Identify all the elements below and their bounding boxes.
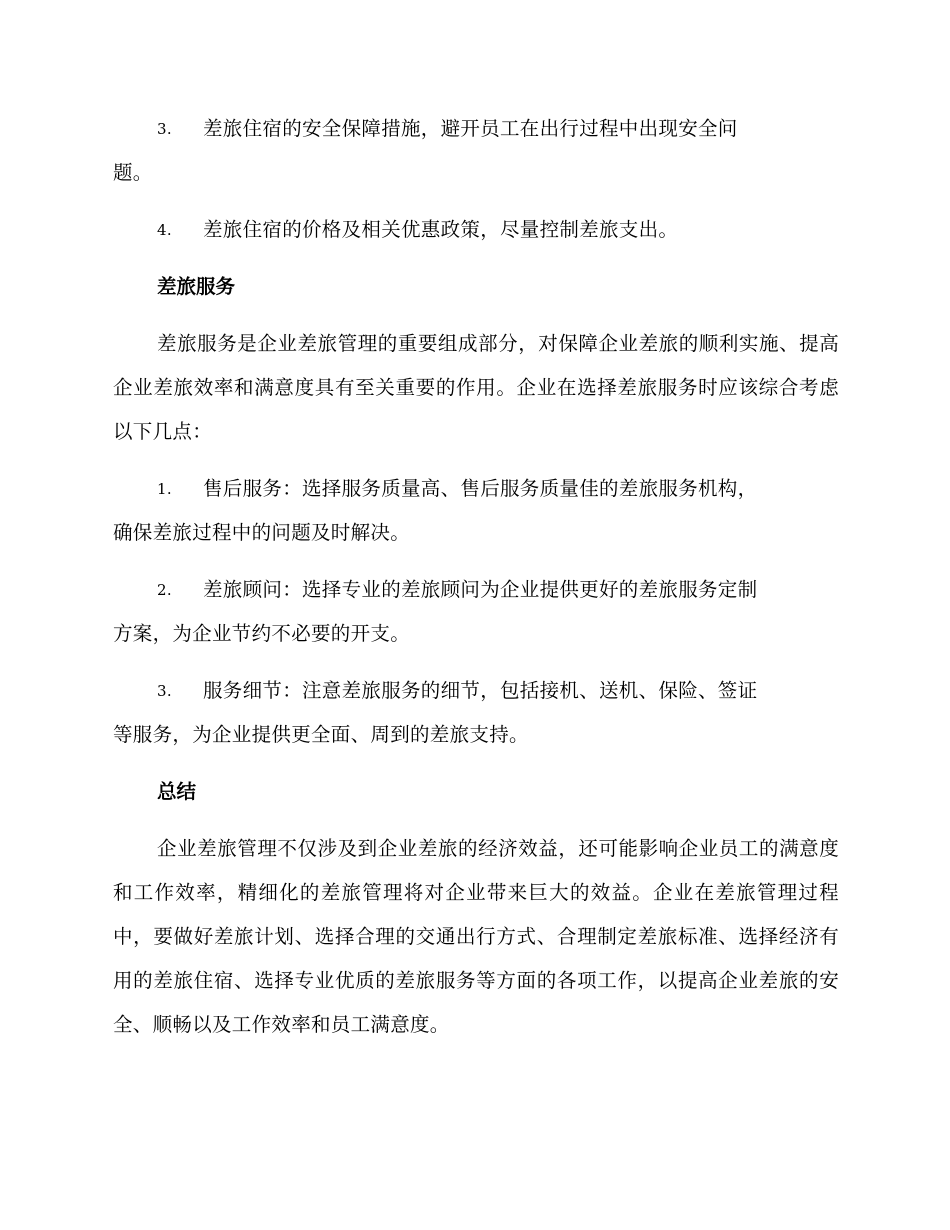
list-item-first-line [113, 669, 839, 713]
list-item-continuation: 方案，为企业节约不必要的开支。 [113, 622, 411, 645]
list-item [113, 467, 839, 555]
list-number: 2. [157, 581, 172, 599]
list-item-text: 差旅顾问：选择专业的差旅顾问为企业提供更好的差旅服务定制 [203, 578, 758, 601]
list-item-text: 差旅住宿的安全保障措施，避开员工在出行过程中出现安全问 [203, 117, 738, 140]
list-item [113, 568, 839, 656]
list-item-first-line [113, 107, 839, 151]
list-item-continuation: 等服务，为企业提供更全面、周到的差旅支持。 [113, 723, 529, 746]
list-number: 1. [157, 480, 172, 498]
document-body [113, 107, 839, 1060]
list-item-first-line [113, 467, 839, 511]
list-item-text: 差旅住宿的价格及相关优惠政策，尽量控制差旅支出。 [203, 218, 679, 241]
summary-paragraph: 企业差旅管理不仅涉及到企业差旅的经济效益，还可能影响企业员工的满意度和工作效率，精细化的差旅管理将对企业带来巨大的效益。企业在差旅管理过程中，要做好差旅计划、选择合理的交通出行方式、合理制定差旅标准、选择经济有用的差旅住宿、选择专业优质的差旅服务等方面的各项工作，以提高企业差旅的安全、顺畅以及工作效率和员工满意度。 [113, 837, 839, 1036]
list-item-first-line [113, 568, 839, 612]
list-item-text: 售后服务：选择服务质量高、售后服务质量佳的差旅服务机构， [203, 477, 758, 500]
list-item-text: 服务细节：注意差旅服务的细节，包括接机、送机、保险、签证 [203, 679, 758, 702]
list-number: 3. [157, 120, 172, 138]
service-paragraph: 差旅服务是企业差旅管理的重要组成部分，对保障企业差旅的顺利实施、提高企业差旅效率和满意度具有至关重要的作用。企业在选择差旅服务时应该综合考虑以下几点： [113, 332, 839, 443]
section-heading-service: 差旅服务 [157, 275, 236, 298]
list-number: 4. [157, 221, 172, 239]
list-item-continuation: 题。 [113, 161, 153, 184]
list-item [113, 669, 839, 757]
list-item-first-line [113, 208, 839, 252]
list-item [113, 107, 839, 195]
list-item [113, 208, 839, 252]
list-number: 3. [157, 682, 172, 700]
list-item-continuation: 确保差旅过程中的问题及时解决。 [113, 521, 411, 544]
section-heading-summary: 总结 [157, 780, 197, 803]
